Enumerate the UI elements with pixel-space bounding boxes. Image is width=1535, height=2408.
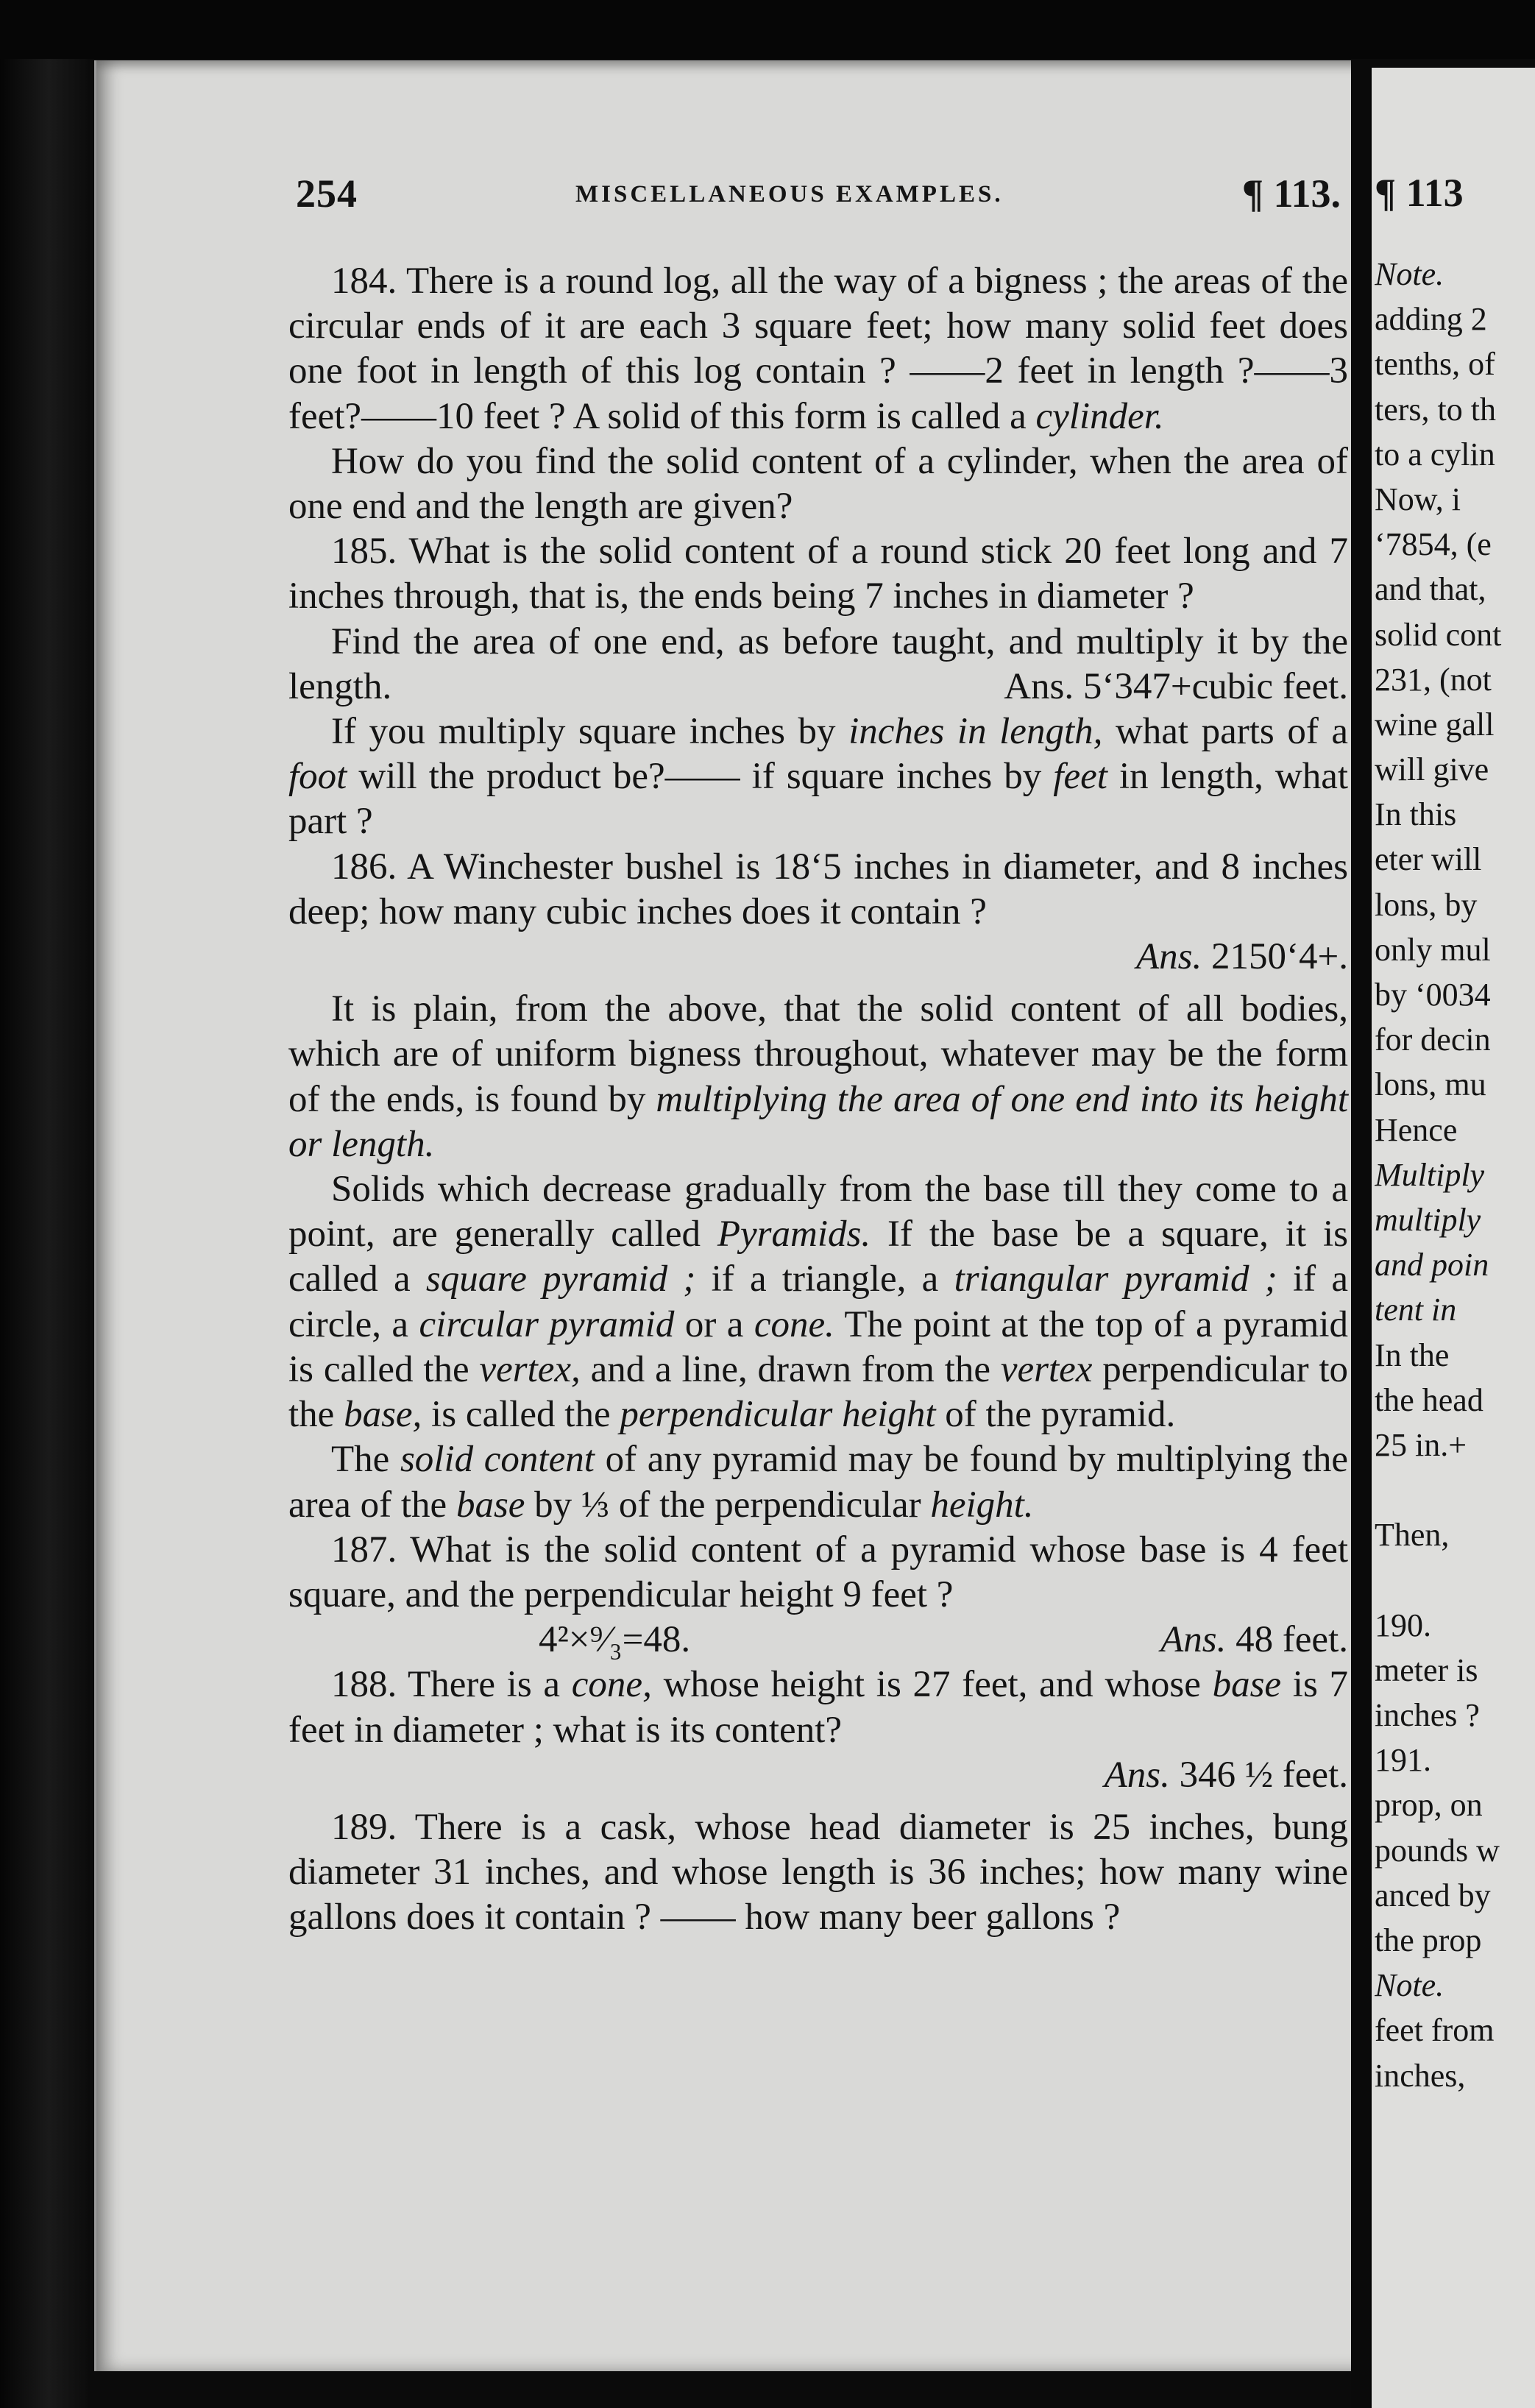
rule-uniform-solids: It is plain, from the above, that the solid content of all bodies, which are of uniform bigness throughout, whatever may be the form of the ends, is found by multiplying the area of one end into its height or length. [288,988,1349,1165]
next-page-line: solid cont [1375,616,1502,653]
next-page-line: tent in [1375,1292,1457,1328]
next-page-line: for decin [1375,1021,1491,1058]
next-page-line: multiply [1375,1201,1481,1238]
paragraph-186: 186. A Winchester bushel is 18‘5 inches in diameter, and 8 inches deep; how many cubic inches does it contain ? [288,846,1348,932]
next-page-header: ¶ 113 [1375,171,1464,215]
paragraph-185: 185. What is the solid content of a round stick 20 feet long and 7 inches through, that is, the ends being 7 inches in diameter ? [288,531,1348,617]
hint-185: Find the area of one end, as before taught, and multiply it by the length. [288,620,1348,707]
top-shadow [0,0,1535,59]
next-page-line: by ‘0034 [1375,977,1491,1013]
paragraph-pyramids: Solids which decrease gradually from the base till they come to a point, are generally called Pyramids. If the base be a square, it is called a square pyramid ; if a triangle, a triangular pyramid ; if a circle, a circular pyramid or a cone. The point at the top of a pyramid is called the vertex, and a line, drawn from the vertex perpendicular to the base, is called the perpendicular height of the pyramid. [288,1169,1349,1436]
next-page-line: tenths, of [1375,346,1495,383]
next-page-line: 191. [1375,1742,1431,1779]
running-title: MISCELLANEOUS EXAMPLES. [575,181,1004,208]
next-page-line: Then, [1375,1517,1450,1554]
page-header [193,171,1341,230]
next-page-line [1375,1467,1535,1512]
next-page-line: In this [1375,796,1457,833]
next-page-line: Note. [1375,256,1444,292]
answer-185: Ans. 5‘347+cubic feet. [1004,665,1348,707]
next-page-line: adding 2 [1375,301,1487,338]
next-page-column [1375,171,1535,2098]
next-page-line: only mul [1375,931,1491,968]
paragraph-184: 184. There is a round log, all the way of a bigness ; the areas of the circular ends of it are each 3 square feet; how many solid feet does one foot in length of this log contain ? ——2 feet in length ?——3 feet?——10 feet ? A solid of this form is called a cylinder. [288,261,1348,437]
answer-186: Ans. 2150‘4+. [1136,936,1348,978]
next-page-line: Multiply [1375,1156,1485,1193]
next-page-line: 231, (not [1375,661,1492,698]
question-units: If you multiply square inches by inches in length, what parts of a foot will the product be?—— if square inches by feet in length, what part ? [288,711,1349,843]
answer-188: Ans. 346 ½ feet. [1104,1754,1348,1796]
page-number: 254 [296,171,358,216]
section-mark: ¶ 113. [1241,171,1341,216]
next-page-line: will give [1375,751,1489,788]
page-body [288,259,1348,1941]
next-page-line: to a cylin [1375,436,1495,472]
next-page-line: lons, mu [1375,1066,1486,1103]
next-page-line: Note. [1375,1967,1444,2004]
next-page-line: prop, on [1375,1787,1483,1824]
next-page-line: Hence [1375,1111,1458,1148]
answer-187: 4²×⁹⁄₃=48. Ans. 48 feet. [288,1618,1348,1662]
paragraph-188: 188. There is a cone, whose height is 27 feet, and whose base is 7 feet in diameter ; what is its content? [288,1664,1349,1751]
next-page-line: pounds w [1375,1832,1500,1869]
next-page-line: the head [1375,1381,1483,1418]
paragraph-solid-content: The solid content of any pyramid may be found by multiplying the area of the base by ⅓ of the perpendicular height. [288,1439,1349,1526]
next-page-line: feet from [1375,2012,1495,2049]
next-page-line: and poin [1375,1247,1489,1283]
next-page-line: inches ? [1375,1697,1480,1733]
next-page-line: In the [1375,1336,1450,1373]
page-gutter [1351,60,1370,2408]
paragraph-189: 189. There is a cask, whose head diameter is 25 inches, bung diameter 31 inches, and whose length is 36 inches; how many wine gallons does it contain ? —— how many beer gallons ? [288,1806,1348,1938]
next-page-line: eter will [1375,841,1482,878]
next-page-line: 190. [1375,1607,1431,1643]
book-binding-edge [0,0,88,2408]
question-cylinder: How do you find the solid content of a cylinder, when the area of one end and the length are given? [288,440,1348,528]
next-page-line: ‘7854, (e [1375,526,1492,563]
next-page-line: meter is [1375,1651,1478,1688]
next-page-line: 25 in.+ [1375,1426,1467,1463]
next-page-line: and that, [1375,571,1486,608]
next-page-line [1375,1557,1535,1602]
next-page-line: anced by [1375,1877,1491,1913]
paragraph-187: 187. What is the solid content of a pyramid whose base is 4 feet square, and the perpendicular height 9 feet ? [288,1529,1348,1615]
next-page-line: inches, [1375,2057,1466,2094]
next-page-line: the prop [1375,1922,1482,1958]
next-page-line: Now, i [1375,481,1461,517]
next-page-line: lons, by [1375,886,1478,923]
next-page-line: ters, to th [1375,391,1496,428]
next-page-line: wine gall [1375,706,1495,743]
work-187: 4²×⁹⁄₃=48. [539,1619,691,1661]
